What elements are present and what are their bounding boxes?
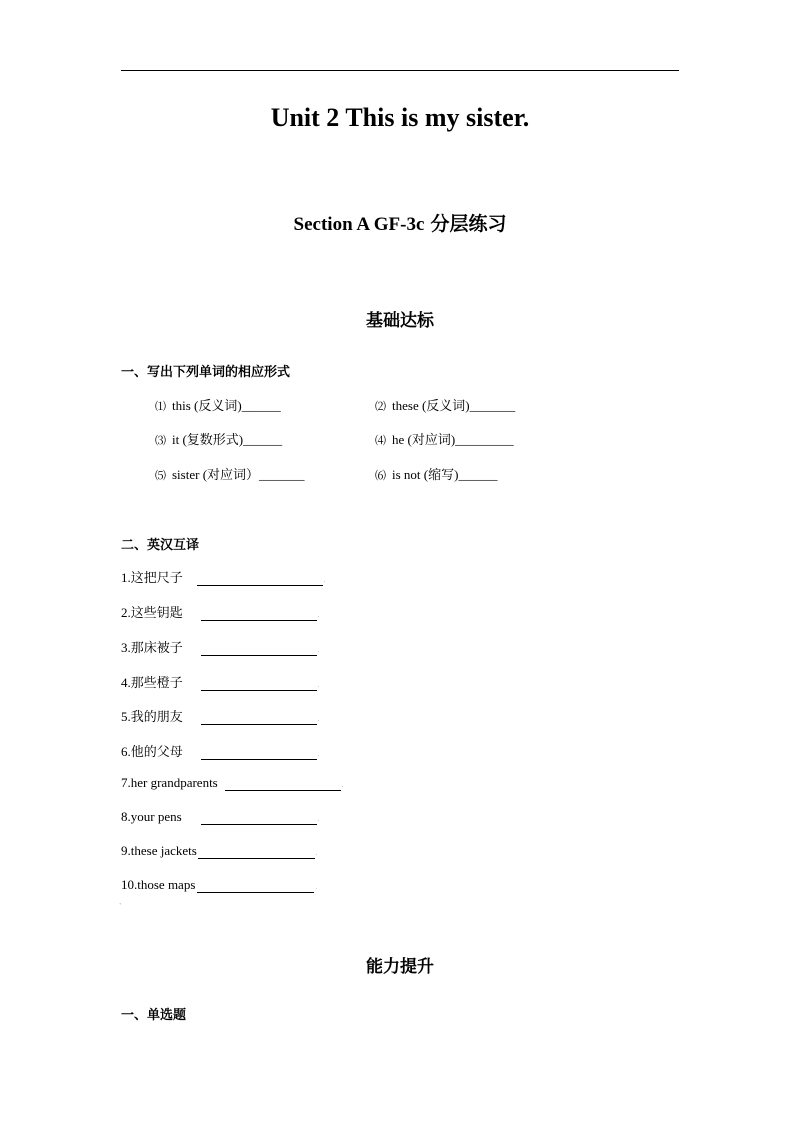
item-number: ⑹ xyxy=(375,470,386,482)
translation-item-3: 3.那床被子 . xyxy=(121,640,320,655)
translation-prompt: 1.这把尺子 xyxy=(121,570,183,585)
translation-prompt: 5.我的朋友 xyxy=(121,709,183,724)
page-title: Unit 2 This is my sister. xyxy=(270,103,530,132)
translation-prompt: 7.her grandparents xyxy=(121,775,218,790)
word-form-item-6 xyxy=(375,464,497,483)
translation-item-2: 2.这些钥匙 . xyxy=(121,605,320,620)
answer-blank[interactable] xyxy=(201,810,317,825)
subtitle-cn: 分层练习 xyxy=(430,213,507,235)
translation-prompt: 3.那床被子 xyxy=(121,640,183,655)
answer-blank[interactable] xyxy=(198,844,315,859)
item-text: these (反义词)_______ xyxy=(392,398,516,413)
answer-blank[interactable] xyxy=(197,571,323,586)
translation-item-5: 5.我的朋友 . xyxy=(121,709,320,724)
item-text: he (对应词)_________ xyxy=(392,432,514,447)
translation-prompt: 9.these jackets xyxy=(121,843,197,858)
stray-mark: ` xyxy=(119,902,122,911)
answer-blank[interactable] xyxy=(197,878,314,893)
header-rule xyxy=(121,70,679,71)
word-form-item-2 xyxy=(375,395,515,414)
item-number: ⑵ xyxy=(375,401,386,413)
item-text: it (复数形式)______ xyxy=(172,432,283,447)
translation-item-9: 9.these jackets . xyxy=(121,843,318,858)
answer-blank[interactable] xyxy=(201,641,317,656)
answer-blank[interactable] xyxy=(201,745,317,760)
section3-heading: 一、单选题 xyxy=(121,1008,187,1023)
answer-blank[interactable] xyxy=(201,710,317,725)
translation-prompt: 4.那些橙子 xyxy=(121,675,183,690)
translation-prompt: 2.这些钥匙 xyxy=(121,605,183,620)
translation-prompt: 6.他的父母 xyxy=(121,744,183,759)
item-number: ⑸ xyxy=(155,470,166,482)
translation-item-7: 7.her grandparents . xyxy=(121,775,344,790)
answer-blank[interactable] xyxy=(201,606,317,621)
section1-heading: 一、写出下列单词的相应形式 xyxy=(121,365,291,380)
translation-item-4: 4.那些橙子 . xyxy=(121,675,320,690)
answer-blank[interactable] xyxy=(201,676,317,691)
word-form-item-3 xyxy=(155,429,282,448)
translation-item-1: 1.这把尺子 . xyxy=(121,570,326,585)
section-subtitle xyxy=(0,209,800,236)
item-number: ⑷ xyxy=(375,435,386,447)
word-form-item-5 xyxy=(155,464,305,483)
item-text: this (反义词)______ xyxy=(172,398,281,413)
level-advanced-heading: 能力提升 xyxy=(366,957,434,977)
item-number: ⑶ xyxy=(155,435,166,447)
item-text: is not (缩写)______ xyxy=(392,467,498,482)
translation-item-6: 6.他的父母 . xyxy=(121,744,320,759)
subtitle-en: Section A GF-3c xyxy=(293,214,425,235)
translation-item-10: 10.those maps . xyxy=(121,877,317,892)
translation-item-8: 8.your pens . xyxy=(121,809,320,824)
section2-heading: 二、英汉互译 xyxy=(121,538,200,553)
item-text: sister (对应词）_______ xyxy=(172,467,305,482)
translation-prompt: 10.those maps xyxy=(121,877,196,892)
answer-blank[interactable] xyxy=(225,776,341,791)
translation-prompt: 8.your pens xyxy=(121,809,182,824)
word-form-item-4 xyxy=(375,429,514,448)
word-form-item-1 xyxy=(155,395,281,414)
level-basic-heading: 基础达标 xyxy=(366,311,434,331)
item-number: ⑴ xyxy=(155,401,166,413)
